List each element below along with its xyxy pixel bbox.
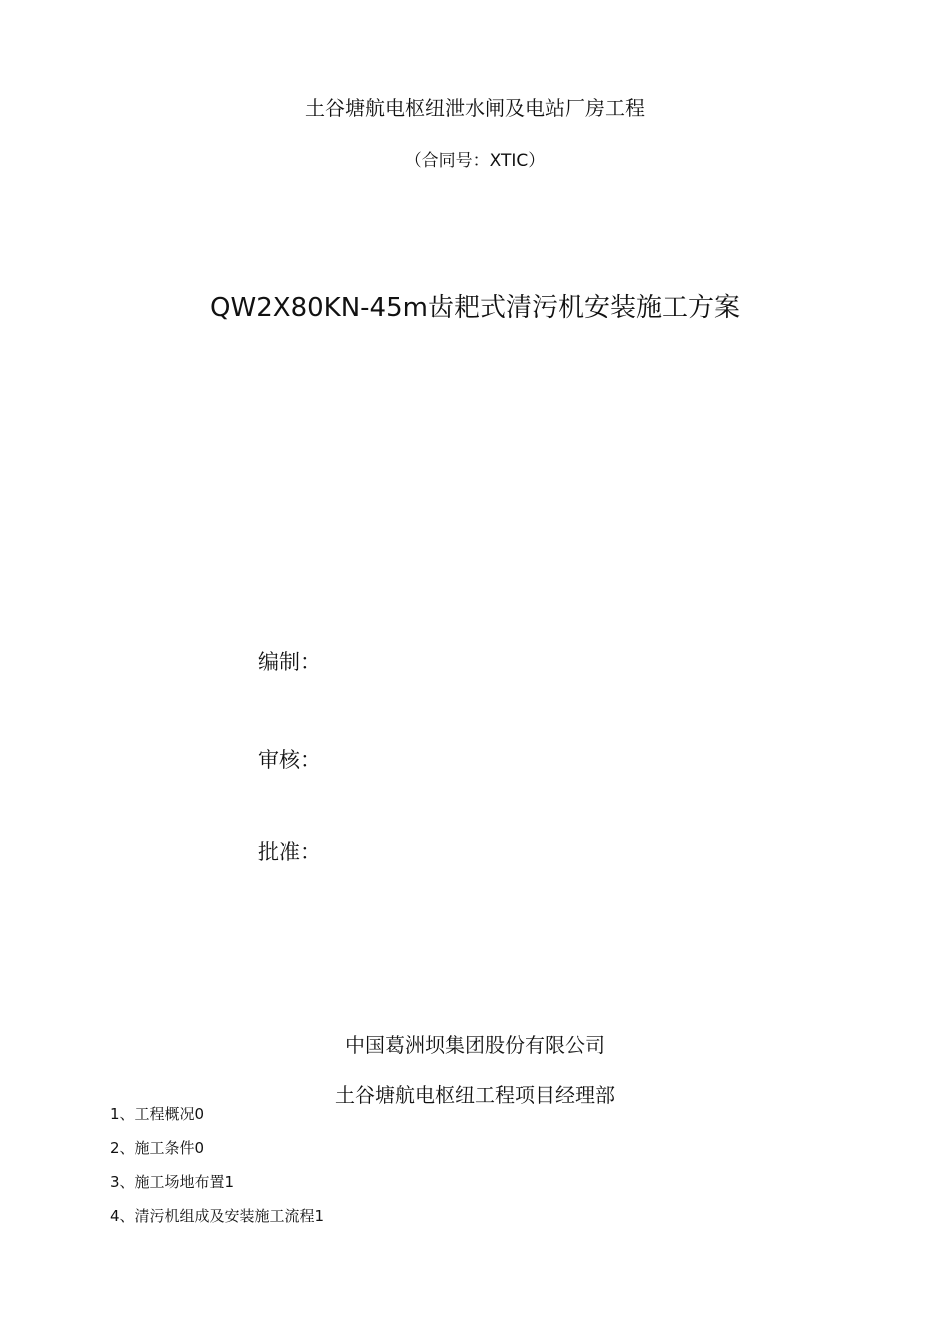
project-title: 土谷塘航电枢纽泄水闸及电站厂房工程 bbox=[305, 96, 645, 120]
toc-item[interactable]: 2、施工条件0 bbox=[110, 1139, 205, 1157]
contract-number: （合同号：XTIC） bbox=[404, 151, 546, 171]
table-of-contents bbox=[110, 1104, 324, 1240]
company-name: 中国葛洲坝集团股份有限公司 bbox=[345, 1033, 605, 1057]
document-title: QW2X80KN-45m齿耙式清污机安装施工方案 bbox=[210, 293, 740, 323]
toc-item[interactable]: 1、工程概况0 bbox=[110, 1105, 205, 1123]
compiled-by-label: 编制： bbox=[258, 650, 321, 674]
reviewed-by-label: 审核： bbox=[258, 748, 321, 772]
toc-item[interactable]: 3、施工场地布置1 bbox=[110, 1173, 235, 1191]
project-department: 土谷塘航电枢纽工程项目经理部 bbox=[335, 1083, 615, 1107]
approved-by-label: 批准： bbox=[258, 840, 321, 864]
toc-item[interactable]: 4、清污机组成及安装施工流程1 bbox=[110, 1207, 325, 1225]
